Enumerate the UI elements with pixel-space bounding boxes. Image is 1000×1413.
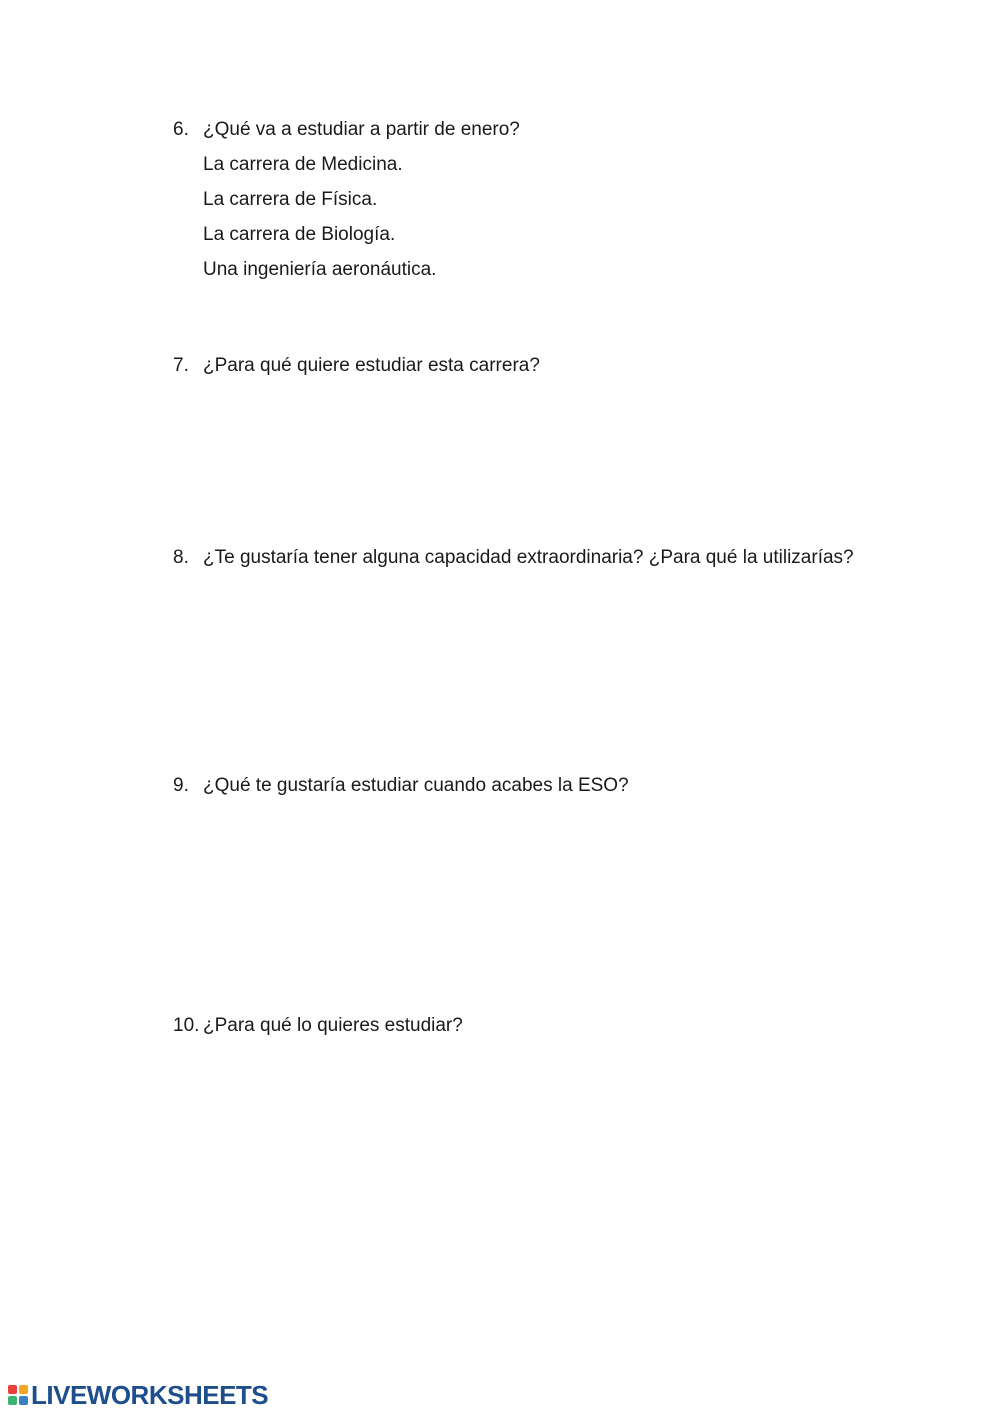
liveworksheets-logo[interactable] xyxy=(8,1380,268,1410)
question-7 xyxy=(173,348,857,383)
answer-option[interactable]: Una ingeniería aeronáutica. xyxy=(203,259,437,280)
logo-square-red xyxy=(8,1385,17,1394)
question-number: 7. xyxy=(173,355,189,376)
question-text: ¿Para qué quiere estudiar esta carrera? xyxy=(203,355,540,376)
liveworksheets-logo-icon xyxy=(8,1385,28,1405)
question-8 xyxy=(173,540,857,575)
question-text: ¿Qué te gustaría estudiar cuando acabes la ESO? xyxy=(203,775,629,796)
question-6 xyxy=(173,112,857,287)
question-text: ¿Para qué lo quieres estudiar? xyxy=(203,1015,463,1036)
logo-square-orange xyxy=(19,1385,28,1394)
answer-option[interactable]: La carrera de Medicina. xyxy=(203,154,403,175)
question-text: ¿Te gustaría tener alguna capacidad extraordinaria? ¿Para qué la utilizarías? xyxy=(203,547,854,568)
question-number: 9. xyxy=(173,775,189,796)
question-number: 8. xyxy=(173,547,189,568)
logo-square-green xyxy=(8,1396,17,1405)
question-9 xyxy=(173,768,857,803)
question-number: 10. xyxy=(173,1015,200,1036)
question-number: 6. xyxy=(173,119,189,140)
answer-option[interactable]: La carrera de Biología. xyxy=(203,224,396,245)
question-10 xyxy=(173,1008,857,1043)
logo-square-blue xyxy=(19,1396,28,1405)
brand-name: LIVEWORKSHEETS xyxy=(31,1379,269,1410)
answer-option[interactable]: La carrera de Física. xyxy=(203,189,378,210)
question-text: ¿Qué va a estudiar a partir de enero? xyxy=(203,119,520,140)
